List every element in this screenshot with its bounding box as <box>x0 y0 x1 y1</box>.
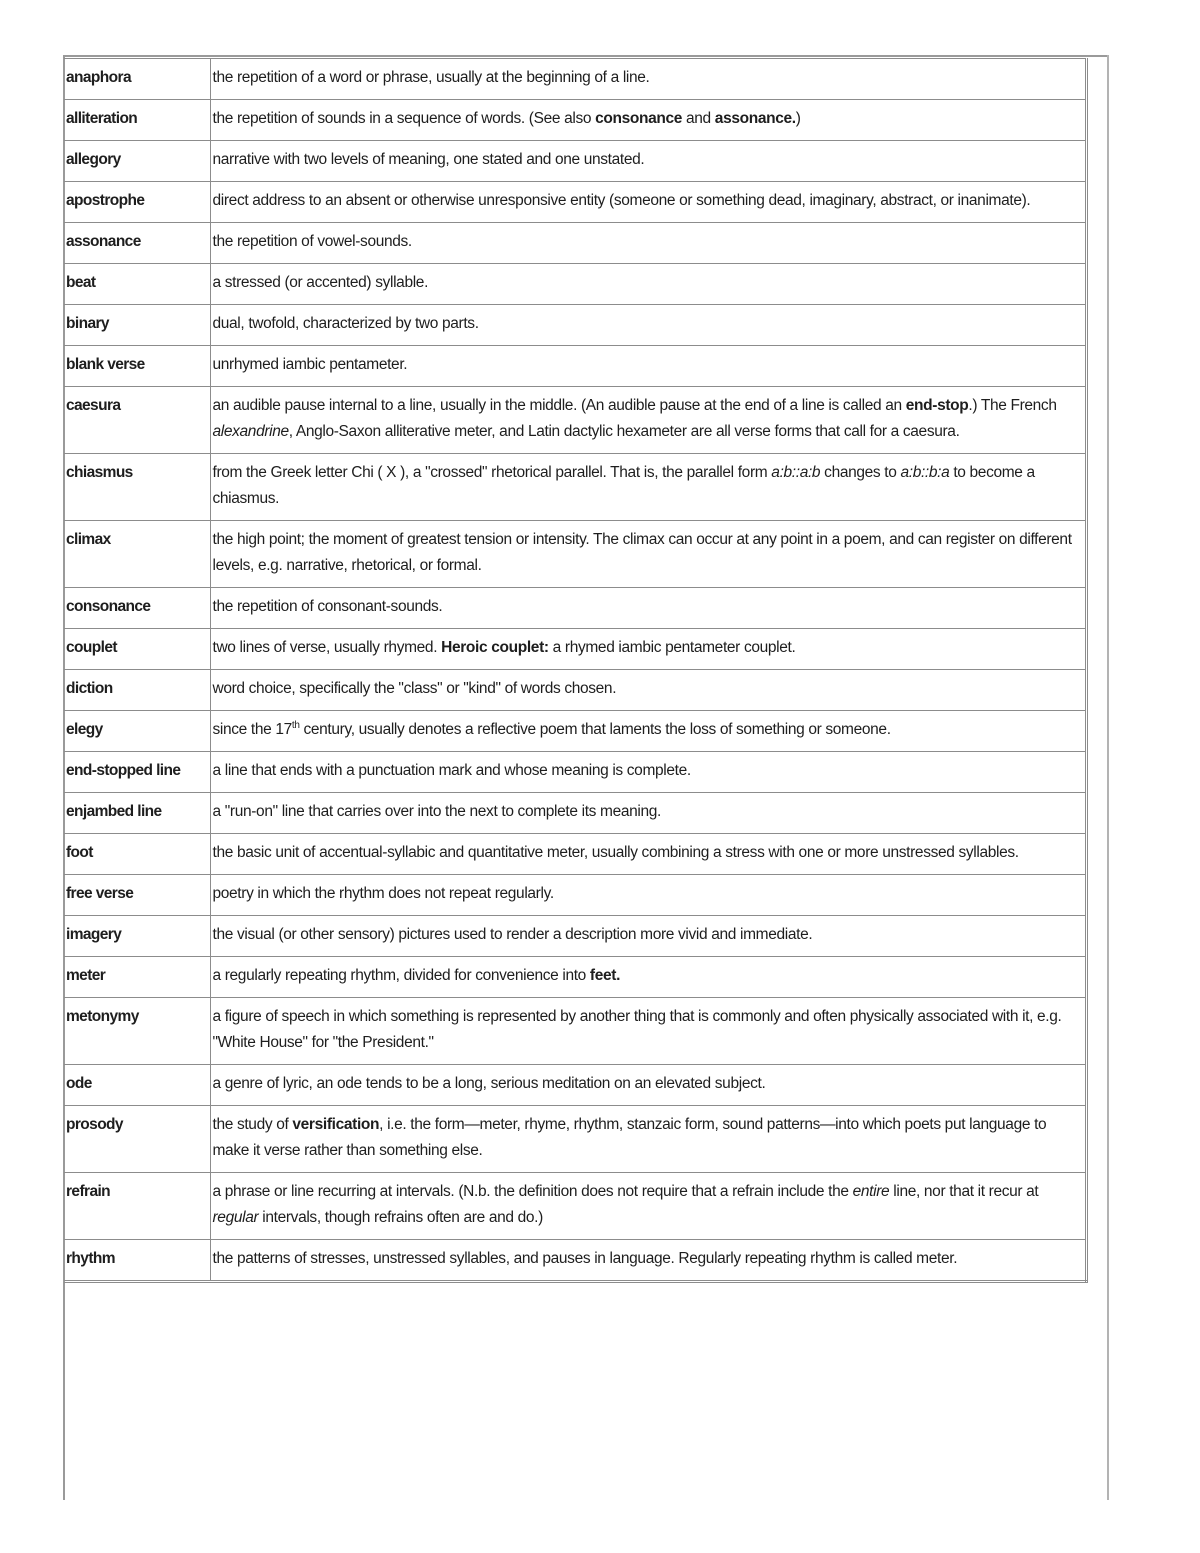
definition-italic-text: regular <box>212 1209 259 1226</box>
definition-text: a genre of lyric, an ode tends to be a long, serious meditation on an elevated subject. <box>212 1075 766 1092</box>
definition-text: , i.e. the form—meter, rhyme, rhythm, stanzaic form, sound patterns—into which poets put language to make it verse rather than something else. <box>212 1116 1047 1159</box>
glossary-definition <box>210 1240 1086 1282</box>
definition-text: dual, twofold, characterized by two parts. <box>212 315 479 332</box>
definition-text: unrhymed iambic pentameter. <box>212 356 408 373</box>
definition-text: word choice, specifically the "class" or "kind" of words chosen. <box>212 680 617 697</box>
glossary-row <box>64 588 1086 629</box>
definition-bold-text: Heroic couplet: <box>441 639 549 656</box>
definition-text: , Anglo-Saxon alliterative meter, and Latin dactylic hexameter are all verse forms that call for a caesura. <box>288 423 960 440</box>
definition-text: two lines of verse, usually rhymed. <box>212 639 442 656</box>
glossary-definition <box>210 1106 1086 1173</box>
glossary-term: couplet <box>64 629 210 670</box>
glossary-row <box>64 1240 1086 1282</box>
definition-text: from the Greek letter Chi ( X ), a "crossed" rhetorical parallel. That is, the parallel form <box>212 464 772 481</box>
glossary-term: rhythm <box>64 1240 210 1282</box>
definition-bold-text: versification <box>292 1116 380 1133</box>
glossary-definition <box>210 752 1086 793</box>
definition-text: and <box>682 110 715 127</box>
glossary-definition <box>210 305 1086 346</box>
glossary-term: free verse <box>64 875 210 916</box>
glossary-term: end-stopped line <box>64 752 210 793</box>
glossary-definition <box>210 957 1086 998</box>
glossary-definition <box>210 998 1086 1065</box>
glossary-definition <box>210 141 1086 182</box>
glossary-definition <box>210 670 1086 711</box>
glossary-row <box>64 264 1086 305</box>
glossary-definition <box>210 521 1086 588</box>
definition-text: a stressed (or accented) syllable. <box>212 274 429 291</box>
definition-text: line, nor that it recur at <box>889 1183 1039 1200</box>
definition-text: to become a chiasmus. <box>212 464 1035 507</box>
glossary-term: refrain <box>64 1173 210 1240</box>
glossary-term: apostrophe <box>64 182 210 223</box>
definition-text: changes to <box>820 464 901 481</box>
definition-text: the high point; the moment of greatest tension or intensity. The climax can occur at any point in a poem, and can register on different levels, e.g. narrative, rhetorical, or formal. <box>212 531 1072 574</box>
glossary-row <box>64 834 1086 875</box>
definition-italic-text: a:b::a:b <box>771 464 821 481</box>
definition-text: century, usually denotes a reflective poem that laments the loss of something or someone. <box>299 721 891 738</box>
definition-text: the basic unit of accentual-syllabic and quantitative meter, usually combining a stress with one or more unstressed syllables. <box>212 844 1019 861</box>
glossary-definition <box>210 1065 1086 1106</box>
definition-italic-text: a:b::b:a <box>900 464 950 481</box>
definition-text: the repetition of consonant-sounds. <box>212 598 443 615</box>
definition-text: intervals, though refrains often are and do.) <box>258 1209 543 1226</box>
glossary-row <box>64 875 1086 916</box>
glossary-definition <box>210 182 1086 223</box>
glossary-row <box>64 305 1086 346</box>
glossary-term: alliteration <box>64 100 210 141</box>
definition-text: narrative with two levels of meaning, one stated and one unstated. <box>212 151 645 168</box>
glossary-definition <box>210 588 1086 629</box>
definition-bold-text: end-stop <box>905 397 969 414</box>
definition-text: the visual (or other sensory) pictures used to render a description more vivid and immediate. <box>212 926 813 943</box>
glossary-row <box>64 454 1086 521</box>
definition-text: a rhymed iambic pentameter couplet. <box>548 639 796 656</box>
glossary-row <box>64 752 1086 793</box>
table-frame-right <box>1107 55 1109 1500</box>
glossary-term: climax <box>64 521 210 588</box>
glossary-term: foot <box>64 834 210 875</box>
glossary-term: prosody <box>64 1106 210 1173</box>
definition-text: since the 17 <box>212 721 292 738</box>
definition-bold-text: assonance. <box>714 110 796 127</box>
definition-text: the repetition of a word or phrase, usually at the beginning of a line. <box>212 69 650 86</box>
glossary-definition <box>210 346 1086 387</box>
glossary-term: caesura <box>64 387 210 454</box>
definition-text: a figure of speech in which something is represented by another thing that is commonly and often physically associated with it, e.g. "White House" for "the President." <box>212 1008 1062 1051</box>
glossary-term: anaphora <box>64 59 210 100</box>
glossary-row <box>64 1173 1086 1240</box>
glossary-definition <box>210 59 1086 100</box>
glossary-term: allegory <box>64 141 210 182</box>
definition-italic-text: entire <box>852 1183 890 1200</box>
glossary-row <box>64 670 1086 711</box>
definition-text: direct address to an absent or otherwise unresponsive entity (someone or something dead, imaginary, abstract, or inanimate). <box>212 192 1031 209</box>
glossary-definition <box>210 629 1086 670</box>
table-frame-top <box>63 55 1109 57</box>
definition-superscript: th <box>291 719 300 731</box>
glossary-term: metonymy <box>64 998 210 1065</box>
glossary-definition <box>210 916 1086 957</box>
glossary-term: blank verse <box>64 346 210 387</box>
definition-text: the repetition of sounds in a sequence of words. (See also <box>212 110 596 127</box>
glossary-term: imagery <box>64 916 210 957</box>
glossary-row <box>64 998 1086 1065</box>
glossary-term: chiasmus <box>64 454 210 521</box>
glossary-term: beat <box>64 264 210 305</box>
definition-text: a "run-on" line that carries over into the next to complete its meaning. <box>212 803 661 820</box>
glossary-definition <box>210 264 1086 305</box>
definition-text: the patterns of stresses, unstressed syllables, and pauses in language. Regularly repeating rhythm is called meter. <box>212 1250 958 1267</box>
glossary-row <box>64 100 1086 141</box>
glossary-definition <box>210 387 1086 454</box>
glossary-row <box>64 141 1086 182</box>
glossary-row <box>64 182 1086 223</box>
glossary-body <box>64 59 1086 1282</box>
definition-text: the repetition of vowel-sounds. <box>212 233 412 250</box>
definition-text: ) <box>795 110 801 127</box>
glossary-definition <box>210 875 1086 916</box>
glossary-definition <box>210 1173 1086 1240</box>
definition-text: a line that ends with a punctuation mark and whose meaning is complete. <box>212 762 691 779</box>
glossary-row <box>64 957 1086 998</box>
glossary-definition <box>210 711 1086 752</box>
definition-bold-text: consonance <box>595 110 683 127</box>
glossary-row <box>64 59 1086 100</box>
glossary-row <box>64 1106 1086 1173</box>
glossary-row <box>64 521 1086 588</box>
glossary-definition <box>210 834 1086 875</box>
glossary-table <box>64 58 1088 1283</box>
definition-text: poetry in which the rhythm does not repeat regularly. <box>212 885 554 902</box>
glossary-row <box>64 916 1086 957</box>
definition-bold-text: feet. <box>589 967 621 984</box>
glossary-term: consonance <box>64 588 210 629</box>
definition-text: the study of <box>212 1116 293 1133</box>
definition-text: a regularly repeating rhythm, divided for convenience into <box>212 967 590 984</box>
glossary-term: enjambed line <box>64 793 210 834</box>
glossary-term: elegy <box>64 711 210 752</box>
glossary-row <box>64 629 1086 670</box>
glossary-term: ode <box>64 1065 210 1106</box>
glossary-definition <box>210 100 1086 141</box>
definition-text: a phrase or line recurring at intervals. (N.b. the definition does not require that a refrain include the <box>212 1183 853 1200</box>
glossary-term: binary <box>64 305 210 346</box>
definition-text: an audible pause internal to a line, usually in the middle. (An audible pause at the end of a line is called an <box>212 397 906 414</box>
glossary-row <box>64 346 1086 387</box>
glossary-term: meter <box>64 957 210 998</box>
glossary-row <box>64 1065 1086 1106</box>
glossary-term: assonance <box>64 223 210 264</box>
glossary-definition <box>210 454 1086 521</box>
glossary-row <box>64 223 1086 264</box>
definition-text: .) The French <box>968 397 1057 414</box>
glossary-row <box>64 711 1086 752</box>
glossary-definition <box>210 793 1086 834</box>
definition-italic-text: alexandrine <box>212 423 289 440</box>
glossary-row <box>64 387 1086 454</box>
glossary-row <box>64 793 1086 834</box>
glossary-term: diction <box>64 670 210 711</box>
glossary-definition <box>210 223 1086 264</box>
